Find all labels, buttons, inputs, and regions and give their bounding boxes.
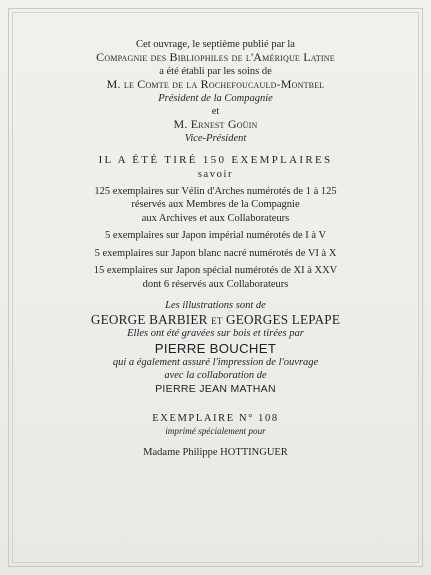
edition-velin-members: réservés aux Membres de la Compagnie	[131, 199, 300, 211]
edition-japon-nacre: 5 exemplaires sur Japon blanc nacré numérotés de VI à X	[94, 247, 337, 259]
president-title: Président de la Compagnie	[158, 92, 273, 104]
vice-president-title: Vice-Président	[184, 132, 247, 144]
president-name: M. le Comte de la Rochefoucauld-Montbel	[106, 77, 325, 92]
publisher-name: Compagnie des Bibliophiles de l'Amérique Latine	[96, 50, 335, 65]
illustrations-intro: Les illustrations sont de	[165, 299, 266, 311]
printer-name: PIERRE BOUCHET	[154, 340, 277, 356]
vice-president-name: M. Ernest Goüin	[173, 117, 258, 132]
colophon-intro: Cet ouvrage, le septième publié par la	[136, 39, 295, 50]
collaborator-name: PIERRE JEAN MATHAN	[155, 382, 276, 395]
print-run-heading: IL A ÉTÉ TIRÉ 150 EXEMPLAIRES	[98, 154, 333, 167]
print-run-savoir: savoir	[197, 168, 234, 180]
edition-velin: 125 exemplaires sur Vélin d'Arches numérotés de 1 à 125	[94, 186, 337, 198]
edition-japon-special: 15 exemplaires sur Japon spécial numérotés de XI à XXV	[93, 265, 338, 277]
printed-for: imprimé spécialement pour	[165, 426, 266, 437]
edition-velin-archives: aux Archives et aux Collaborateurs	[141, 212, 290, 224]
edition-japon-imperial: 5 exemplaires sur Japon impérial numérotés de I à V	[104, 230, 327, 242]
conjunction-et: et	[211, 106, 220, 118]
established-by: a été établi par les soins de	[159, 65, 272, 77]
copy-number: EXEMPLAIRE N° 108	[152, 412, 279, 424]
collaboration-note: avec la collaboration de	[164, 370, 267, 382]
recipient-name: Madame Philippe HOTTINGUER	[143, 446, 288, 458]
printing-note: qui a également assuré l'impression de l'ouvrage	[112, 356, 319, 368]
illustrators-names: GEORGE BARBIER et GEORGES LEPAPE	[90, 312, 341, 328]
engraving-note: Elles ont été gravées sur bois et tirées par	[127, 328, 304, 340]
edition-japon-special-reserved: dont 6 réservés aux Collaborateurs	[142, 278, 289, 290]
colophon-text	[20, 38, 411, 459]
